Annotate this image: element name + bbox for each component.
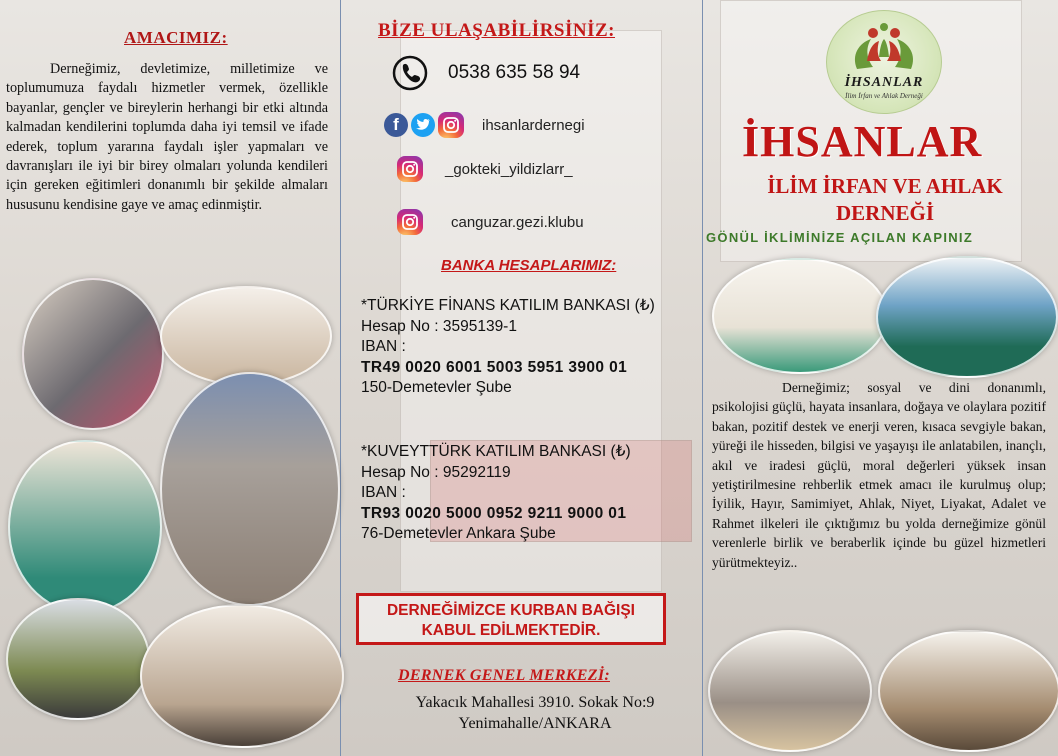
photo-library — [708, 630, 872, 752]
photo-group-outdoor — [6, 598, 150, 720]
phone-row — [392, 55, 580, 91]
twitter-icon[interactable] — [411, 113, 435, 137]
headquarters-heading: DERNEK GENEL MERKEZİ: — [398, 667, 610, 684]
organization-slogan: GÖNÜL İKLİMİNİZE AÇILAN KAPINIZ — [706, 230, 974, 245]
organization-name: İHSANLAR — [742, 117, 983, 166]
logo-subtitle: İlim İrfan ve Ahlak Derneği — [845, 92, 923, 100]
purpose-paragraph: Derneğimiz, devletimize, milletimize ve toplumumuza faydalı hizmetler vermek, özellikle bayanlar, gençler ve bireylerin herhangi bir etki altında kalmadan kendilerini toplumda daha iyi temsil ve ifade ederek, toplum yararına faydalı işler yapmaları ve davranışları ile iyi bir birey olmaları yolunda kendileri için gereken eğitimleri donanımlı bir şekilde almaları hususunu kendisine gaye ve amaç edinmiştir. — [6, 61, 328, 213]
kurban-line-2: KABUL EDİLMEKTEDİR. — [421, 622, 601, 639]
instagram-icon[interactable] — [438, 112, 464, 138]
social-row-ihsanlar — [384, 112, 585, 138]
kurban-donation-notice — [356, 593, 666, 645]
social-handle[interactable]: canguzar.gezi.klubu — [451, 213, 584, 231]
photo-prayer-hall — [876, 256, 1058, 378]
logo-figures-icon — [827, 11, 941, 75]
bank-block-turkiye-finans — [361, 296, 696, 399]
social-row-gokteki — [397, 156, 573, 182]
bank-block-kuveytturk — [361, 442, 696, 545]
instagram-icon[interactable] — [397, 209, 423, 235]
photo-classroom — [160, 286, 332, 386]
social-row-canguzar — [397, 209, 584, 235]
about-paragraph: Derneğimiz; sosyal ve dini donanımlı, psikolojisi güçlü, hayata insanlara, doğaya ve olaylara pozitif bakan, pozitif destek ve enerji veren, kısaca sevgiyle bakan, yüreği ile hisseden, bilgisi ve yaşayışı ile anlatabilen, inançlı, akıl ve iradesi güçlü, moral değerleri yüksek insan yetiştirilmesine rehberlik etmek amacı ile kurulmuş olup; İyilik, Hayır, Samimiyet, Ahlak, Niyet, Liyakat, Adalet ve Rahmet ilkeleri ile çıktığımız bu yolda derneğimize gönül verenlerle birlik ve beraberlik içinde bu güzel hizmetleri yürütmekteyiz.. — [712, 380, 1046, 570]
phone-icon — [392, 55, 428, 91]
bank-branch: 150-Demetevler Şube — [361, 379, 512, 397]
purpose-heading: AMACIMIZ: — [124, 28, 228, 47]
logo-wordmark: İHSANLAR — [844, 75, 924, 90]
instagram-icon[interactable] — [397, 156, 423, 182]
organization-logo — [826, 10, 942, 114]
iban-value: TR49 0020 6001 5003 5951 3900 01 — [361, 358, 628, 376]
contact-heading: BİZE ULAŞABİLİRSİNİZ: — [378, 20, 615, 41]
panel-divider-right — [702, 0, 703, 756]
photo-kitchen — [140, 604, 344, 748]
photo-volunteers — [22, 278, 164, 430]
iban-label: IBAN : — [361, 338, 406, 356]
address-line-1: Yakacık Mahallesi 3910. Sokak No:9 — [415, 694, 655, 711]
social-handle[interactable]: ihsanlardernegi — [482, 116, 585, 134]
facebook-icon[interactable]: f — [384, 113, 408, 137]
photo-building — [160, 372, 340, 606]
bank-name: *KUVEYTTÜRK KATILIM BANKASI (₺) — [361, 443, 631, 460]
kurban-line-1: DERNEĞİMİZCE KURBAN BAĞIŞI — [386, 602, 635, 619]
phone-number[interactable]: 0538 635 58 94 — [448, 62, 581, 83]
photo-study-room — [878, 630, 1058, 752]
photo-hall — [712, 258, 888, 374]
iban-label: IBAN : — [361, 484, 406, 502]
iban-value: TR93 0020 5000 0952 9211 9000 01 — [361, 504, 627, 522]
organization-subtitle-2: DERNEĞİ — [835, 201, 935, 225]
social-handle[interactable]: _gokteki_yildizlarr_ — [445, 160, 573, 178]
bank-branch: 76-Demetevler Ankara Şube — [361, 525, 556, 543]
photo-prayer-room — [8, 440, 162, 614]
bank-account-number: Hesap No : 95292119 — [361, 463, 511, 481]
bank-name: *TÜRKİYE FİNANS KATILIM BANKASI (₺) — [361, 297, 655, 314]
headquarters-address — [370, 692, 700, 734]
organization-subtitle-1: İLİM İRFAN VE AHLAK — [767, 174, 1003, 198]
bank-accounts-heading: BANKA HESAPLARIMIZ: — [441, 257, 617, 274]
panel-divider-left — [340, 0, 341, 756]
address-line-2: Yenimahalle/ANKARA — [458, 715, 612, 732]
bank-account-number: Hesap No : 3595139-1 — [361, 317, 517, 335]
